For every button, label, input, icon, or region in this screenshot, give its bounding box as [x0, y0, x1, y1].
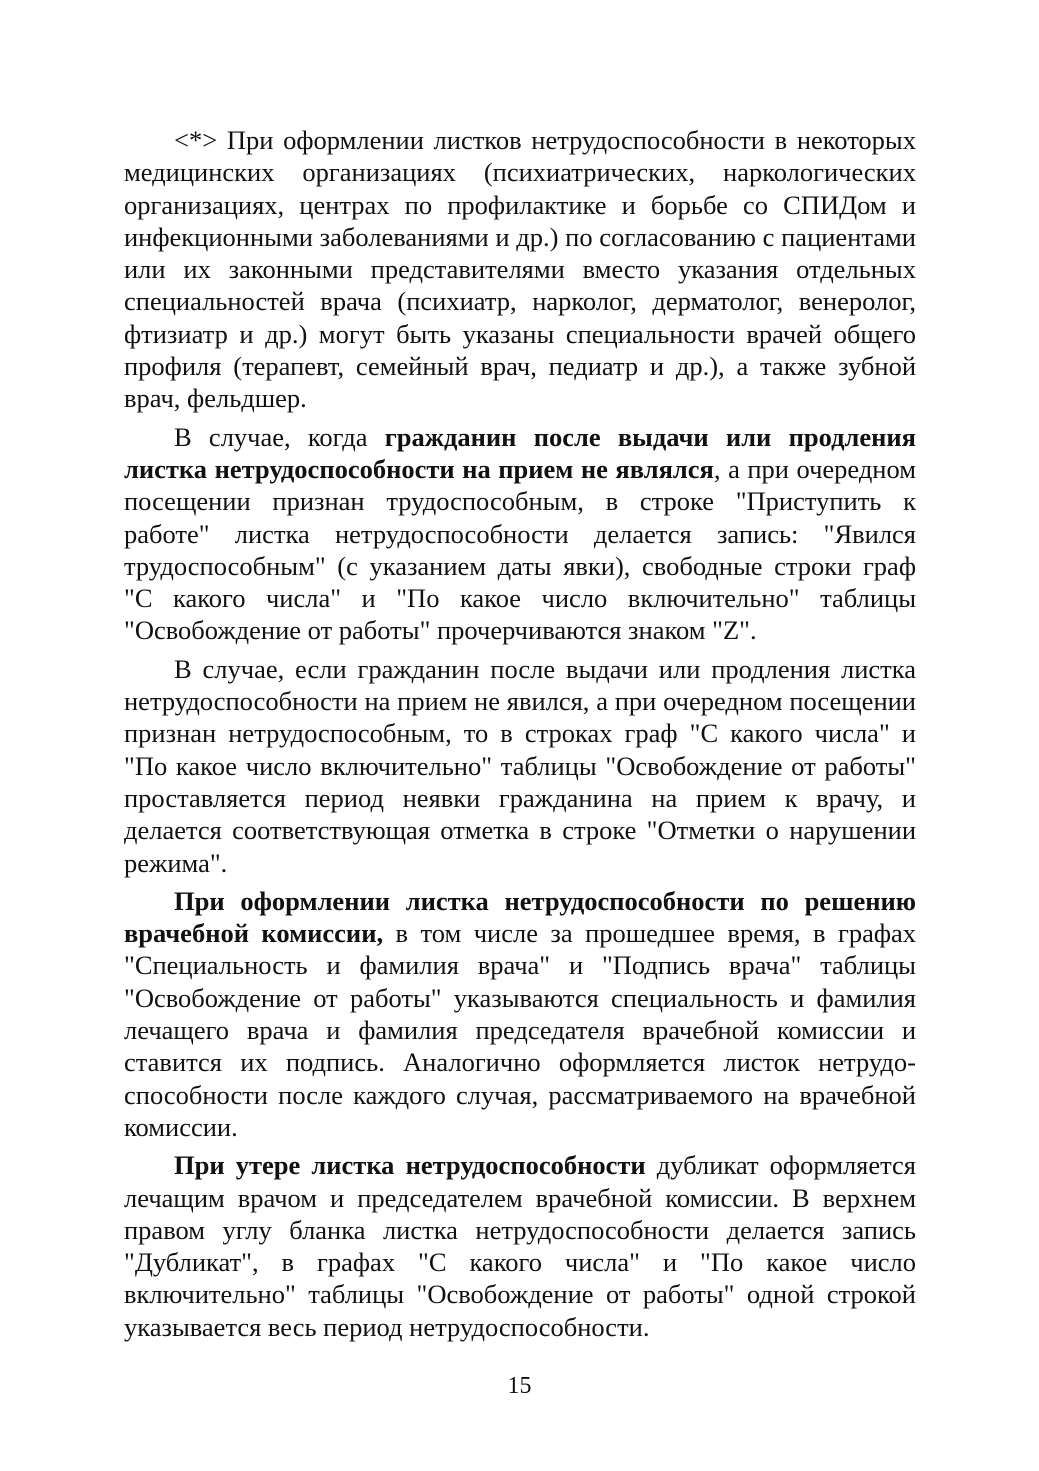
paragraph-no-show-recovered	[124, 421, 916, 647]
document-body	[124, 124, 916, 1349]
paragraph-footnote	[124, 124, 916, 415]
paragraph-bold-text: При оформлении листка нетрудоспособности по решению врачебной комиссии,	[124, 885, 916, 949]
paragraph-text: В случае, если гражданин после выдачи или продления листка нетрудоспособности на прием не явился, а при очередном посещении признан нетрудоспособным, то в строках граф "С какого числа" и "По какое число включительно" таблицы "Освобождение от работы" проставляется период неявки гражданина на прием к врачу, и делается соответствующая отметка в строке "Отметки о нарушении режима".	[124, 653, 916, 878]
paragraph-lost-certificate	[124, 1149, 916, 1343]
paragraph-commission-decision	[124, 885, 916, 1143]
paragraph-text: в том числе за прошедшее время, в графах "Специальность и фамилия врача" и "Подпись врача" таблицы "Освобождение от работы" указываются специальность и фамилия лечащего врача и фамилия председателя врачебной комиссии и ставится их подпись. Аналогично оформляется листок нетрудоспособности после каждого случая, рассматриваемого на врачебной комиссии.	[124, 918, 917, 1142]
paragraph-bold-text: гражданин после выдачи или продления листка нетрудоспособности на прием не являлся	[124, 421, 916, 484]
paragraph-text: дубликат оформляется лечащим врачом и председателем врачебной комиссии. В верхнем правом углу бланка листка нетрудоспособности делается запись "Дубликат", в графах "С какого числа" и "По какое число включительно" таблицы "Освобождение от работы" одной строкой указывается весь период нетрудоспособности.	[124, 1150, 916, 1342]
paragraph-bold-text: При утере листка нетрудоспособности	[174, 1150, 646, 1181]
paragraph-text: , а при очередном посещении признан трудоспособным, в строке "Приступить к работе" листка нетрудоспособности делается запись: "Явился трудоспособным" (с указанием даты явки), свободные строки граф "С какого числа" и "По какое число включительно" таблицы "Освобождение от работы" прочерчиваются знаком "Z".	[124, 453, 916, 646]
paragraph-text: <*> При оформлении листков нетрудоспособности в некоторых медицинских организациях (психиатрических, наркологических организациях, центрах по профилактике и борьбе со СПИДом и инфекционными заболеваниями и др.) по согласованию с пациентами или их законными представителями вместо указания отдельных специальностей врача (психиатр, нарколог, дерматолог, венеролог, фтизиатр и др.) могут быть указаны специальности врачей общего профиля (терапевт, семейный врач, педиатр и др.), а также зубной врач, фельдшер.	[124, 125, 916, 414]
paragraph-text: В случае, когда	[174, 421, 385, 452]
paragraph-no-show-disabled	[124, 653, 916, 879]
page-number: 15	[507, 1373, 532, 1399]
